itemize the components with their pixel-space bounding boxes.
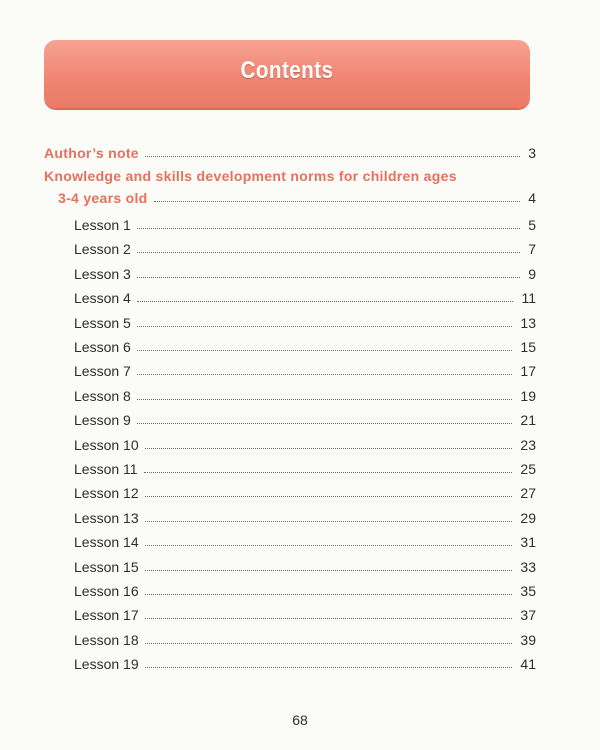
toc-entry-page: 7 — [528, 241, 536, 258]
dot-leader — [137, 349, 513, 351]
toc-entry-lesson[interactable] — [74, 216, 536, 234]
contents-banner — [44, 40, 530, 108]
toc-entry-label: Lesson 6 — [74, 339, 131, 355]
toc-entry-label: Author’s note — [44, 145, 139, 161]
toc-entry-label: Lesson 1 — [74, 217, 131, 233]
toc-entry-label: Lesson 17 — [74, 607, 139, 624]
toc-entry-label: Lesson 16 — [74, 583, 139, 599]
toc-entry-label: Lesson 2 — [74, 241, 131, 258]
toc-entry-page: 33 — [520, 558, 536, 575]
toc-entry-page: 39 — [520, 631, 536, 648]
toc-entry-lesson[interactable] — [74, 606, 536, 624]
dot-leader — [145, 617, 513, 619]
toc-entry-label: Lesson 11 — [74, 461, 138, 477]
toc-entry-page: 23 — [520, 436, 536, 453]
toc-entry-lesson[interactable] — [74, 533, 536, 551]
dot-leader — [145, 520, 513, 522]
toc-entry-lesson[interactable] — [74, 436, 536, 454]
toc-entry-label: Knowledge and skills development norms for children ages — [44, 168, 457, 184]
toc-entry-page: 17 — [520, 363, 536, 380]
toc-entry-lesson[interactable] — [74, 460, 536, 478]
dot-leader — [145, 569, 513, 571]
toc-entry-lesson[interactable] — [74, 558, 536, 576]
dot-leader — [137, 251, 520, 253]
toc-entry-authors-note[interactable] — [44, 144, 536, 162]
toc-entry-label-continued: 3-4 years old — [58, 190, 148, 206]
page-title: Contents — [240, 57, 334, 84]
toc-entry-norms-line1[interactable] — [44, 167, 536, 185]
toc-entry-lesson[interactable] — [74, 338, 536, 356]
toc-entry-page: 41 — [520, 656, 536, 673]
toc-entry-page: 21 — [520, 412, 536, 429]
dot-leader — [137, 373, 513, 375]
toc-entry-label: Lesson 12 — [74, 485, 139, 502]
toc-entry-lesson[interactable] — [74, 582, 536, 600]
dot-leader — [145, 593, 513, 595]
toc-entry-label: Lesson 8 — [74, 387, 131, 404]
toc-entry-page: 31 — [520, 534, 536, 551]
toc-entry-label: Lesson 14 — [74, 534, 139, 551]
dot-leader — [137, 276, 520, 278]
toc-entry-lesson[interactable] — [74, 289, 536, 307]
dot-leader — [145, 495, 513, 497]
toc-entry-page: 4 — [528, 190, 536, 206]
toc-entry-page: 15 — [520, 339, 536, 355]
toc-entry-lesson[interactable] — [74, 314, 536, 332]
toc-entry-label: Lesson 4 — [74, 290, 131, 307]
toc-entry-label: Lesson 9 — [74, 412, 131, 429]
toc-entry-label: Lesson 3 — [74, 265, 131, 282]
toc-entry-label: Lesson 7 — [74, 363, 131, 380]
toc-entry-lesson[interactable] — [74, 265, 536, 283]
dot-leader — [145, 642, 513, 644]
dot-leader — [144, 471, 513, 473]
toc-entry-lesson[interactable] — [74, 387, 536, 405]
dot-leader — [145, 544, 513, 546]
toc-entry-page: 13 — [520, 314, 536, 331]
dot-leader — [145, 666, 513, 668]
toc-entry-label: Lesson 19 — [74, 656, 139, 673]
toc-entry-page: 35 — [520, 583, 536, 599]
toc-entry-page: 29 — [520, 509, 536, 526]
toc-entry-page: 37 — [520, 607, 536, 624]
toc-entry-label: Lesson 15 — [74, 558, 139, 575]
dot-leader — [137, 325, 513, 327]
toc-entry-page: 19 — [520, 387, 536, 404]
page-number: 68 — [292, 712, 308, 728]
toc-entry-label: Lesson 18 — [74, 631, 139, 648]
dot-leader — [145, 155, 520, 157]
dot-leader — [137, 227, 520, 229]
dot-leader — [137, 300, 514, 302]
toc-entry-page: 3 — [528, 145, 536, 161]
toc-entry-page: 5 — [528, 217, 536, 233]
toc-entry-lesson[interactable] — [74, 362, 536, 380]
toc-entry-norms-line2[interactable] — [58, 189, 536, 207]
toc-entry-lesson[interactable] — [74, 484, 536, 502]
dot-leader — [145, 447, 513, 449]
dot-leader — [137, 422, 513, 424]
dot-leader — [137, 398, 513, 400]
toc-entry-label: Lesson 13 — [74, 509, 139, 526]
toc-entry-lesson[interactable] — [74, 631, 536, 649]
toc-entry-lesson[interactable] — [74, 655, 536, 673]
toc-entry-label: Lesson 5 — [74, 314, 131, 331]
toc-entry-page: 25 — [520, 461, 536, 477]
toc-entry-lesson[interactable] — [74, 411, 536, 429]
dot-leader — [154, 200, 521, 202]
toc-entry-page: 11 — [521, 290, 536, 307]
toc-entry-label: Lesson 10 — [74, 436, 139, 453]
toc-entry-page: 27 — [520, 485, 536, 502]
toc-entry-lesson[interactable] — [74, 240, 536, 258]
toc-entry-lesson[interactable] — [74, 509, 536, 527]
toc-entry-page: 9 — [528, 265, 536, 282]
